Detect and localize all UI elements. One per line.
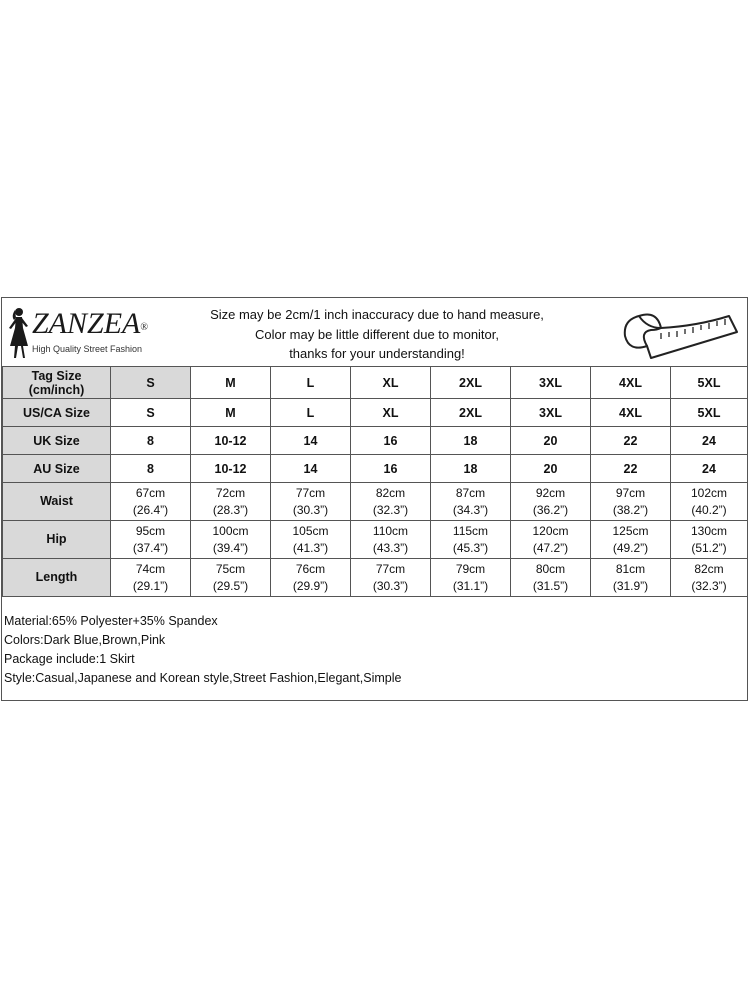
length-row [3, 559, 748, 597]
us-ca-size-cell: XL [351, 399, 431, 427]
product-details [4, 612, 401, 688]
uk-size-cell: 22 [591, 427, 671, 455]
hip-cell: 115cm (45.3”) [431, 521, 511, 559]
length-header: Length [3, 559, 111, 597]
hip-cell: 100cm (39.4”) [191, 521, 271, 559]
au-size-cell: 10-12 [191, 455, 271, 483]
length-cell: 79cm (31.1”) [431, 559, 511, 597]
us-ca-size-cell: M [191, 399, 271, 427]
us-ca-size-cell: 3XL [511, 399, 591, 427]
material-text: Material:65% Polyester+35% Spandex [4, 614, 218, 628]
size-chart-card [1, 297, 748, 701]
waist-cell: 72cm (28.3”) [191, 483, 271, 521]
uk-size-cell: 24 [671, 427, 748, 455]
tag-size-cell: XL [351, 367, 431, 399]
length-cell: 74cm (29.1”) [111, 559, 191, 597]
au-size-header: AU Size [3, 455, 111, 483]
us-ca-size-row [3, 399, 748, 427]
tag-size-cell: M [191, 367, 271, 399]
au-size-cell: 24 [671, 455, 748, 483]
tag-size-header: Tag Size (cm/inch) [3, 367, 111, 399]
waist-cell: 102cm (40.2”) [671, 483, 748, 521]
au-size-cell: 18 [431, 455, 511, 483]
tag-size-cell: S [111, 367, 191, 399]
us-ca-size-cell: 2XL [431, 399, 511, 427]
waist-cell: 67cm (26.4”) [111, 483, 191, 521]
waist-row [3, 483, 748, 521]
notice-line-1: Size may be 2cm/1 inch inaccuracy due to hand measure, [210, 307, 544, 322]
uk-size-cell: 10-12 [191, 427, 271, 455]
us-ca-size-cell: 5XL [671, 399, 748, 427]
us-ca-size-cell: 4XL [591, 399, 671, 427]
uk-size-row [3, 427, 748, 455]
tag-size-cell: 3XL [511, 367, 591, 399]
tag-size-cell: L [271, 367, 351, 399]
uk-size-cell: 18 [431, 427, 511, 455]
au-size-row [3, 455, 748, 483]
length-cell: 82cm (32.3”) [671, 559, 748, 597]
length-cell: 81cm (31.9”) [591, 559, 671, 597]
hip-cell: 95cm (37.4”) [111, 521, 191, 559]
uk-size-header: UK Size [3, 427, 111, 455]
length-cell: 80cm (31.5”) [511, 559, 591, 597]
tag-size-row [3, 367, 748, 399]
us-ca-size-cell: L [271, 399, 351, 427]
hip-cell: 130cm (51.2”) [671, 521, 748, 559]
notice-line-2: Color may be little different due to monitor, [255, 326, 499, 342]
waist-cell: 87cm (34.3”) [431, 483, 511, 521]
waist-cell: 97cm (38.2”) [591, 483, 671, 521]
waist-cell: 77cm (30.3”) [271, 483, 351, 521]
size-table [2, 366, 748, 597]
measurement-notice [197, 305, 557, 364]
au-size-cell: 14 [271, 455, 351, 483]
hip-cell: 110cm (43.3”) [351, 521, 431, 559]
brand-name: ZANZEA [32, 307, 141, 340]
brand-tagline: High Quality Street Fashion [32, 344, 143, 354]
waist-cell: 82cm (32.3”) [351, 483, 431, 521]
hip-cell: 105cm (41.3”) [271, 521, 351, 559]
registered-mark: ® [140, 322, 148, 333]
uk-size-cell: 8 [111, 427, 191, 455]
length-cell: 75cm (29.5”) [191, 559, 271, 597]
au-size-cell: 16 [351, 455, 431, 483]
measuring-tape-icon [617, 302, 739, 362]
tag-size-cell: 2XL [431, 367, 511, 399]
hip-header: Hip [3, 521, 111, 559]
style-text: Style:Casual,Japanese and Korean style,Street Fashion,Elegant,Simple [4, 671, 402, 685]
tag-size-cell: 4XL [591, 367, 671, 399]
size-chart-header [2, 298, 747, 366]
au-size-cell: 22 [591, 455, 671, 483]
us-ca-size-cell: S [111, 399, 191, 427]
hip-cell: 125cm (49.2”) [591, 521, 671, 559]
length-cell: 76cm (29.9”) [271, 559, 351, 597]
notice-line-3: thanks for your understanding! [289, 346, 465, 361]
hip-cell: 120cm (47.2”) [511, 521, 591, 559]
uk-size-cell: 20 [511, 427, 591, 455]
package-text: Package include:1 Skirt [4, 652, 135, 666]
colors-text: Colors:Dark Blue,Brown,Pink [4, 633, 166, 647]
length-cell: 77cm (30.3”) [351, 559, 431, 597]
brand-logo [6, 304, 166, 360]
hip-row [3, 521, 748, 559]
us-ca-size-header: US/CA Size [3, 399, 111, 427]
woman-silhouette-icon [6, 306, 32, 360]
uk-size-cell: 14 [271, 427, 351, 455]
uk-size-cell: 16 [351, 427, 431, 455]
au-size-cell: 20 [511, 455, 591, 483]
waist-header: Waist [3, 483, 111, 521]
au-size-cell: 8 [111, 455, 191, 483]
tag-size-cell: 5XL [671, 367, 748, 399]
waist-cell: 92cm (36.2”) [511, 483, 591, 521]
